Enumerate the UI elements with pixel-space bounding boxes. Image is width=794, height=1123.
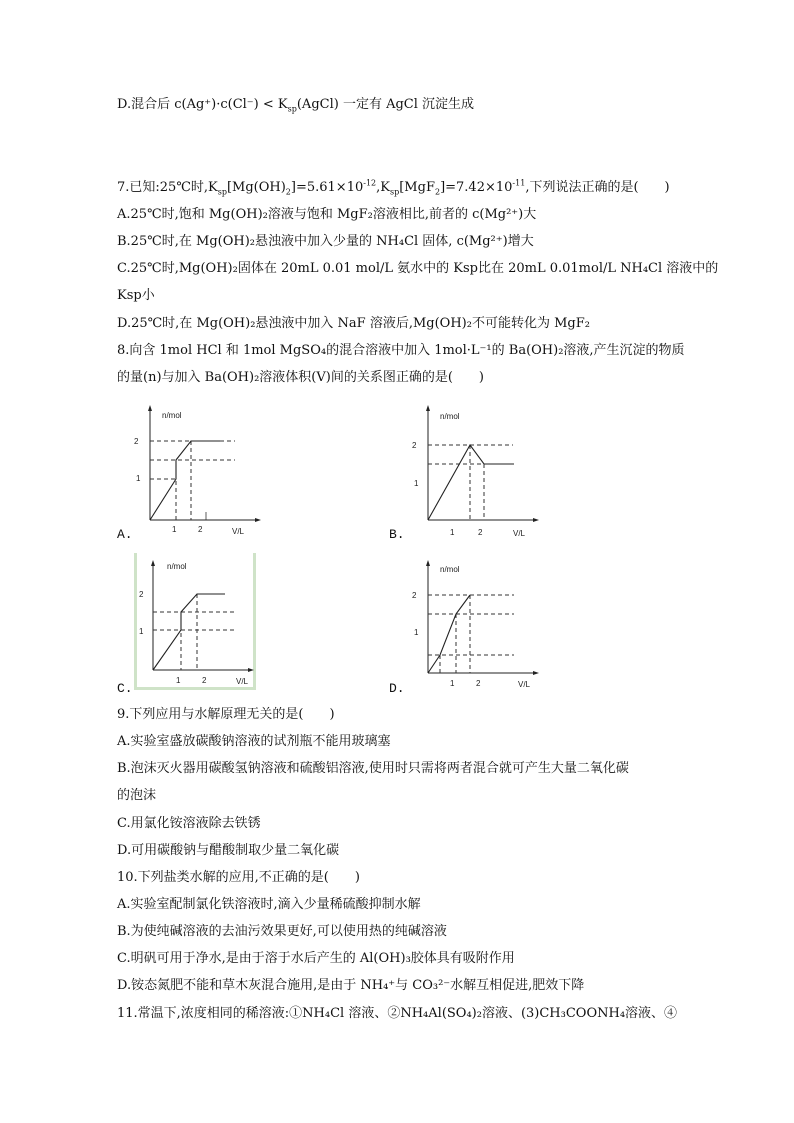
q10-option-d: D.铵态氮肥不能和草木灰混合施用,是由于 NH₄⁺与 CO₃²⁻水解互相促进,肥效下降 — [117, 978, 585, 993]
q7-option-c-cont: Ksp小 — [117, 288, 155, 303]
q10-stem: 10.下列盐类水解的应用,不正确的是( ) — [117, 870, 360, 885]
q11-stem: 11.常温下,浓度相同的稀溶液:①NH₄Cl 溶液、②NH₄Al(SO₄)₂溶液、(3)CH₃COONH₄溶液、④ — [117, 1006, 678, 1021]
q8-stem-cont: 的量(n)与加入 Ba(OH)₂溶液体积(V)间的关系图正确的是( ) — [117, 370, 484, 385]
q9-option-b: B.泡沫灭火器用碳酸氢钠溶液和硫酸铝溶液,使用时只需将两者混合就可产生大量二氧化碳 — [117, 761, 629, 776]
graph-c-label: C. — [117, 681, 133, 696]
graph-a-label: A. — [117, 527, 133, 542]
graph-c — [139, 555, 258, 687]
graph-d-tick-x2: 2 — [476, 679, 481, 688]
graph-b-tick-x1: 1 — [450, 528, 455, 537]
graph-c-tick-y2: 2 — [139, 590, 144, 599]
graph-a-x-title: V/L — [232, 527, 245, 536]
graph-c-tick-y1: 1 — [139, 627, 144, 636]
graph-a-y-title: n/mol — [162, 411, 182, 420]
q10-option-c: C.明矾可用于净水,是由于溶于水后产生的 Al(OH)₃胶体具有吸附作用 — [117, 951, 515, 966]
q9-option-d: D.可用碳酸钠与醋酸制取少量二氧化碳 — [117, 843, 340, 858]
graph-a-tick-x2: 2 — [198, 525, 203, 534]
graph-c-x-title: V/L — [236, 677, 249, 686]
graph-a-tick-y1: 1 — [136, 474, 141, 483]
graph-d-tick-y2: 2 — [412, 591, 417, 600]
graph-c-y-title: n/mol — [167, 562, 187, 571]
graph-b-y-title: n/mol — [440, 412, 460, 421]
q7-option-d: D.25℃时,在 Mg(OH)₂悬浊液中加入 NaF 溶液后,Mg(OH)₂不可能转化为 MgF₂ — [117, 316, 590, 331]
graph-c-tick-x2: 2 — [202, 676, 207, 685]
q9-option-a: A.实验室盛放碳酸钠溶液的试剂瓶不能用玻璃塞 — [117, 734, 391, 749]
q10-option-b: B.为使纯碱溶液的去油污效果更好,可以使用热的纯碱溶液 — [117, 924, 447, 939]
graph-d-tick-x1: 1 — [450, 679, 455, 688]
graph-d-label: D. — [389, 681, 405, 696]
graph-b-label: B. — [389, 527, 405, 542]
graph-b — [412, 400, 543, 540]
graph-c-tick-x1: 1 — [176, 676, 181, 685]
graph-d-x-title: V/L — [518, 680, 531, 689]
graph-a-tick-y2: 2 — [134, 437, 139, 446]
q9-option-b-cont: 的泡沫 — [117, 788, 157, 803]
q9-option-c: C.用氯化铵溶液除去铁锈 — [117, 816, 261, 831]
q9-stem: 9.下列应用与水解原理无关的是( ) — [117, 707, 335, 722]
graph-b-tick-y1: 1 — [414, 479, 419, 488]
graph-a-tick-x1: 1 — [172, 525, 177, 534]
q7-option-a: A.25℃时,饱和 Mg(OH)₂溶液与饱和 MgF₂溶液相比,前者的 c(Mg²⁺)大 — [117, 207, 537, 222]
q6-option-d: D.混合后 $c(Ag^+)\cdot c(Cl^-) < K_{sp}(AgCl)$ 一定有 AgCl 沉淀生成 — [117, 97, 475, 114]
q10-option-a: A.实验室配制氯化铁溶液时,滴入少量稀硫酸抑制水解 — [117, 897, 421, 912]
graph-d-tick-y1: 1 — [414, 628, 419, 637]
graph-a — [134, 400, 265, 540]
q7-option-c: C.25℃时,Mg(OH)₂固体在 20mL 0.01 mol/L 氨水中的 Ksp比在 20mL 0.01mol/L NH₄Cl 溶液中的 — [117, 261, 719, 276]
q7-stem: 7.已知:25℃时$,K_{sp}[Mg(OH)_2]=5.61\times 10^{-12},K_{sp}[MgF_2]=7.42\times 10^{-11}$,下列说法正确的是( ) — [117, 178, 670, 197]
graph-b-tick-x2: 2 — [478, 528, 483, 537]
q8-stem: 8.向含 1mol HCl 和 1mol MgSO₄的混合溶液中加入 1mol·L⁻¹的 Ba(OH)₂溶液,产生沉淀的物质 — [117, 343, 685, 358]
q7-option-b: B.25℃时,在 Mg(OH)₂悬浊液中加入少量的 NH₄Cl 固体, c(Mg²⁺)增大 — [117, 234, 534, 249]
graph-d-y-title: n/mol — [440, 565, 460, 574]
graph-b-x-title: V/L — [513, 529, 526, 538]
graph-d — [412, 555, 543, 689]
graph-b-tick-y2: 2 — [412, 441, 417, 450]
